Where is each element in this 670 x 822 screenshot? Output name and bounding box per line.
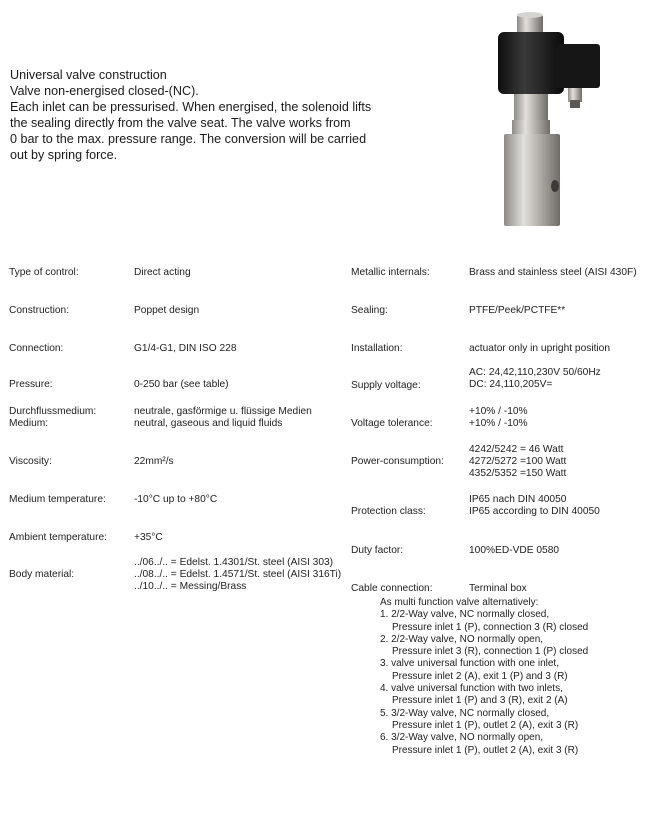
- list-item: [380, 658, 588, 683]
- list-item-title: 4. valve universal function with two inlets,: [380, 683, 563, 695]
- valve-port: [551, 180, 559, 192]
- spec-value-sealing: PTFE/Peek/PCTFE**: [469, 305, 566, 316]
- multi-function-list: [380, 597, 588, 757]
- spec-label-construction: Construction:: [9, 305, 70, 316]
- spec-value-installation: actuator only in upright position: [469, 343, 611, 354]
- spec-label-ambient-temperature: Ambient temperature:: [9, 532, 107, 543]
- spec-label-medium-temperature: Medium temperature:: [9, 494, 106, 505]
- spec-value-construction: Poppet design: [134, 305, 200, 316]
- spec-label-body-material: Body material:: [9, 569, 75, 580]
- intro-line: Universal valve construction: [10, 68, 167, 82]
- list-item-detail: Pressure inlet 3 (R), connection 1 (P) closed: [392, 646, 589, 658]
- spec-value-ambient-temperature: +35°C: [134, 532, 163, 543]
- list-item-detail: Pressure inlet 1 (P), outlet 2 (A), exit 3 (R): [392, 719, 579, 731]
- list-item: [380, 609, 588, 634]
- valve-coil: [498, 32, 564, 94]
- spec-label-installation: Installation:: [351, 343, 403, 354]
- multi-function-heading: As multi function valve alternatively:: [380, 597, 539, 608]
- spec-value-viscosity: 22mm²/s: [134, 456, 174, 467]
- spec-value-pressure: 0-250 bar (see table): [134, 379, 229, 390]
- spec-value-body-material-3: ../10../.. = Messing/Brass: [134, 581, 247, 592]
- list-item-title: 5. 3/2-Way valve, NC normally closed,: [380, 707, 550, 719]
- spec-value-metallic-internals: Brass and stainless steel (AISI 430F): [469, 267, 637, 278]
- spec-value-supply-voltage-ac: AC: 24,42,110,230V 50/60Hz: [469, 367, 601, 378]
- intro-line: 0 bar to the max. pressure range. The conversion will be carried: [10, 132, 367, 146]
- spec-label-connection: Connection:: [9, 343, 64, 354]
- spec-label-cable-connection: Cable connection:: [351, 583, 433, 594]
- list-item: [380, 683, 588, 708]
- spec-value-power-3: 4352/5352 =150 Watt: [469, 468, 567, 479]
- spec-label-viscosity: Viscosity:: [9, 456, 52, 467]
- list-item-detail: Pressure inlet 2 (A), exit 1 (P) and 3 (R): [392, 670, 568, 682]
- spec-value-power-1: 4242/5242 = 46 Watt: [469, 444, 564, 455]
- spec-label-pressure: Pressure:: [9, 379, 53, 390]
- list-item: [380, 732, 588, 757]
- intro-line: Valve non-energised closed-(NC).: [10, 84, 199, 98]
- spec-label-medium: Medium:: [9, 418, 49, 429]
- spec-label-metallic-internals: Metallic internals:: [351, 267, 430, 278]
- intro-text: [10, 67, 400, 163]
- spec-value-medium-de: neutrale, gasförmige u. flüssige Medien: [134, 406, 312, 417]
- valve-body: [504, 134, 560, 226]
- intro-line: the sealing directly from the valve seat. The valve works from: [10, 116, 351, 130]
- list-item-detail: Pressure inlet 1 (P), outlet 2 (A), exit 3 (R): [392, 744, 579, 756]
- spec-label-protection-class: Protection class:: [351, 506, 426, 517]
- spec-value-type-of-control: Direct acting: [134, 267, 191, 278]
- spec-value-protection-en: IP65 according to DIN 40050: [469, 506, 600, 517]
- spec-label-voltage-tolerance: Voltage tolerance:: [351, 418, 433, 429]
- list-item-title: 2. 2/2-Way valve, NO normally open,: [380, 633, 544, 645]
- list-item-title: 3. valve universal function with one inlet,: [380, 658, 559, 670]
- list-item: [380, 708, 588, 733]
- spec-value-supply-voltage-dc: DC: 24,110,205V=: [469, 379, 553, 390]
- spec-value-medium-temperature: -10°C up to +80°C: [134, 494, 218, 505]
- spec-label-sealing: Sealing:: [351, 305, 388, 316]
- list-item: [380, 634, 588, 659]
- list-item-title: 6. 3/2-Way valve, NO normally open,: [380, 732, 544, 744]
- intro-line: Each inlet can be pressurised. When energised, the solenoid lifts: [10, 100, 372, 114]
- list-item-detail: Pressure inlet 1 (P) and 3 (R), exit 2 (A): [392, 695, 568, 707]
- spec-label-type-of-control: Type of control:: [9, 267, 79, 278]
- spec-label-power-consumption: Power-consumption:: [351, 456, 444, 467]
- list-item-title: 1. 2/2-Way valve, NC normally closed,: [380, 609, 550, 621]
- spec-label-duty-factor: Duty factor:: [351, 545, 404, 556]
- spec-value-cable-connection: Terminal box: [469, 583, 527, 594]
- spec-value-duty-factor: 100%ED-VDE 0580: [469, 545, 560, 556]
- spec-label-durchflussmedium: Durchflussmedium:: [9, 406, 97, 417]
- spec-value-body-material-1: ../06../.. = Edelst. 1.4301/St. steel (AISI 303): [134, 557, 334, 568]
- list-item-detail: Pressure inlet 1 (P), connection 3 (R) closed: [392, 621, 589, 633]
- valve-neck: [514, 94, 548, 120]
- spec-value-power-2: 4272/5272 =100 Watt: [469, 456, 567, 467]
- spec-value-voltage-tolerance-2: +10% / -10%: [469, 418, 528, 429]
- spec-value-voltage-tolerance-1: +10% / -10%: [469, 406, 528, 417]
- solenoid-valve-image: [478, 10, 608, 230]
- spec-value-connection: G1/4-G1, DIN ISO 228: [134, 343, 237, 354]
- spec-label-supply-voltage: Supply voltage:: [351, 380, 421, 391]
- spec-value-body-material-2: ../08../.. = Edelst. 1.4571/St. steel (AISI 316Ti): [134, 569, 342, 580]
- valve-terminal-box: [556, 44, 600, 88]
- intro-line: out by spring force.: [10, 148, 118, 162]
- spec-value-medium-en: neutral, gaseous and liquid fluids: [134, 418, 283, 429]
- spec-value-protection-de: IP65 nach DIN 40050: [469, 494, 567, 505]
